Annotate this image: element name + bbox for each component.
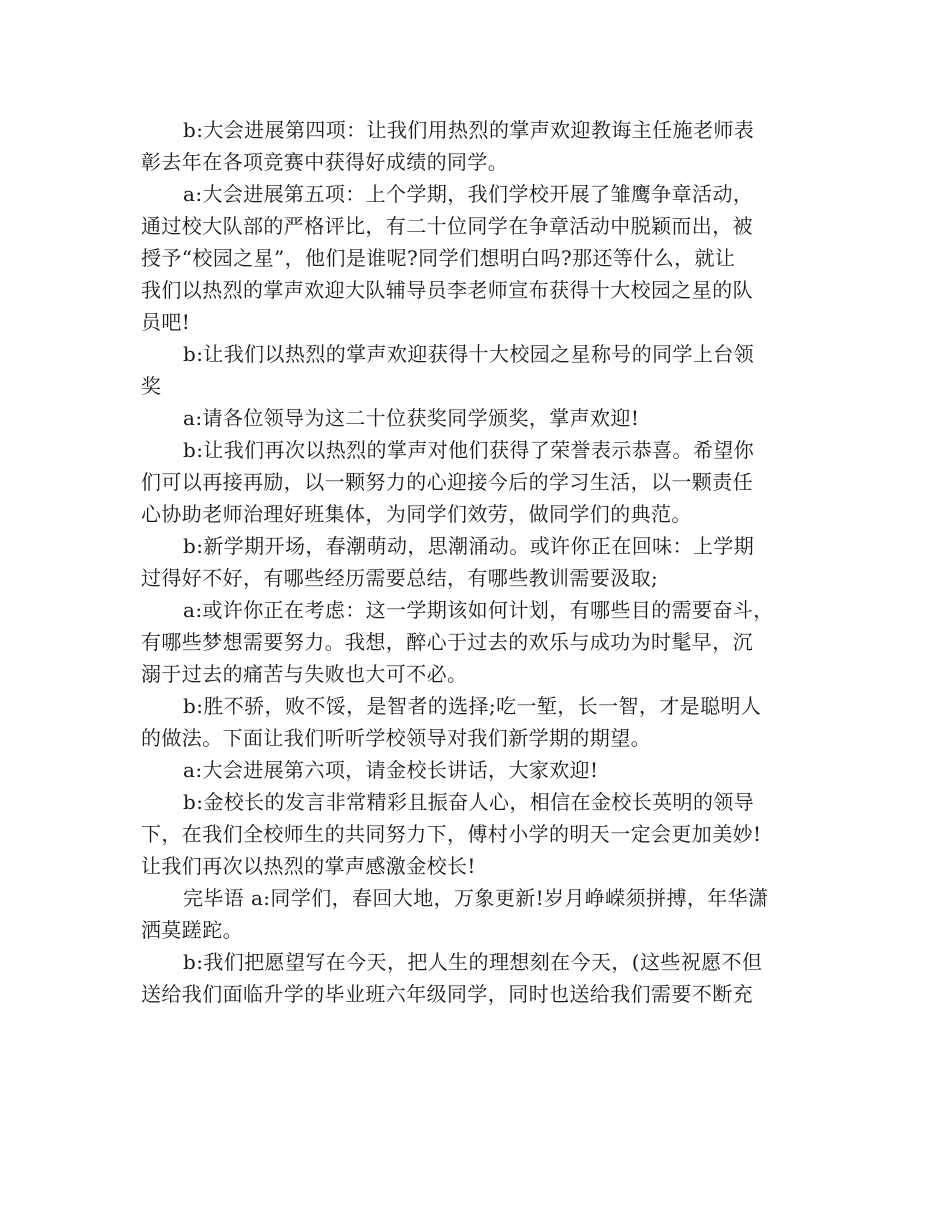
paragraph <box>141 946 813 1010</box>
text-line: 有哪些梦想需要努力。我想，醉心于过去的欢乐与成功为时髦早，沉 <box>141 630 753 654</box>
paragraph <box>141 402 813 434</box>
paragraph <box>141 434 813 530</box>
text-line: 完毕语 a:同学们，春回大地，万象更新!岁月峥嵘须拼搏，年华潇 <box>183 886 769 910</box>
paragraph <box>141 594 813 690</box>
text-line: a:大会进展第五项：上个学期，我们学校开展了雏鹰争章活动， <box>183 182 754 206</box>
paragraph <box>141 530 813 594</box>
paragraph <box>141 690 813 754</box>
text-line: b:让我们再次以热烈的掌声对他们获得了荣誉表示恭喜。希望你 <box>183 438 755 462</box>
text-line: 通过校大队部的严格评比，有二十位同学在争章活动中脱颖而出，被 <box>141 214 753 238</box>
text-line: 我们以热烈的掌声欢迎大队辅导员李老师宣布获得十大校园之星的队 <box>141 278 753 302</box>
text-line: 员吧! <box>141 310 191 334</box>
paragraph <box>141 338 813 402</box>
text-line: a:请各位领导为这二十位获奖同学颁奖，掌声欢迎! <box>183 406 640 430</box>
paragraph <box>141 882 813 946</box>
paragraph <box>141 114 813 178</box>
text-line: 奖 <box>141 374 162 398</box>
text-line: 下，在我们全校师生的共同努力下，傅村小学的明天一定会更加美妙! <box>141 822 762 846</box>
text-line: a:大会进展第六项，请金校长讲话，大家欢迎! <box>183 758 599 782</box>
text-line: b:胜不骄，败不馁，是智者的选择;吃一堑，长一智，才是聪明人 <box>183 694 762 718</box>
text-line: 心协助老师治理好班集体，为同学们效劳，做同学们的典范。 <box>141 502 692 526</box>
text-line: 洒莫蹉跎。 <box>141 918 243 942</box>
text-line: 彰去年在各项竞赛中获得好成绩的同学。 <box>141 150 509 174</box>
text-line: b:新学期开场，春潮萌动，思潮涌动。或许你正在回味：上学期 <box>183 534 755 558</box>
text-line: a:或许你正在考虑：这一学期该如何计划，有哪些目的需要奋斗， <box>183 598 774 622</box>
text-line: 们可以再接再励，以一颗努力的心迎接今后的学习生活，以一颗责任 <box>141 470 753 494</box>
text-line: b:让我们以热烈的掌声欢迎获得十大校园之星称号的同学上台领 <box>183 342 755 366</box>
text-line: 溺于过去的痛苦与失败也大可不必。 <box>141 662 468 686</box>
text-line: 授予“校园之星”，他们是谁呢?同学们想明白吗?那还等什么，就让 <box>141 246 736 270</box>
document-body <box>141 114 813 1010</box>
text-line: 过得好不好，有哪些经历需要总结，有哪些教训需要汲取; <box>141 566 659 590</box>
paragraph <box>141 786 813 882</box>
text-line: 让我们再次以热烈的掌声感激金校长! <box>141 854 476 878</box>
paragraph <box>141 754 813 786</box>
text-line: b:大会进展第四项：让我们用热烈的掌声欢迎教诲主任施老师表 <box>183 118 755 142</box>
text-line: b:我们把愿望写在今天，把人生的理想刻在今天，(这些祝愿不但 <box>183 950 763 974</box>
text-line: 的做法。下面让我们听听学校领导对我们新学期的期望。 <box>141 726 651 750</box>
text-line: 送给我们面临升学的毕业班六年级同学，同时也送给我们需要不断充 <box>141 982 753 1006</box>
paragraph <box>141 178 813 338</box>
text-line: b:金校长的发言非常精彩且振奋人心，相信在金校长英明的领导 <box>183 790 755 814</box>
